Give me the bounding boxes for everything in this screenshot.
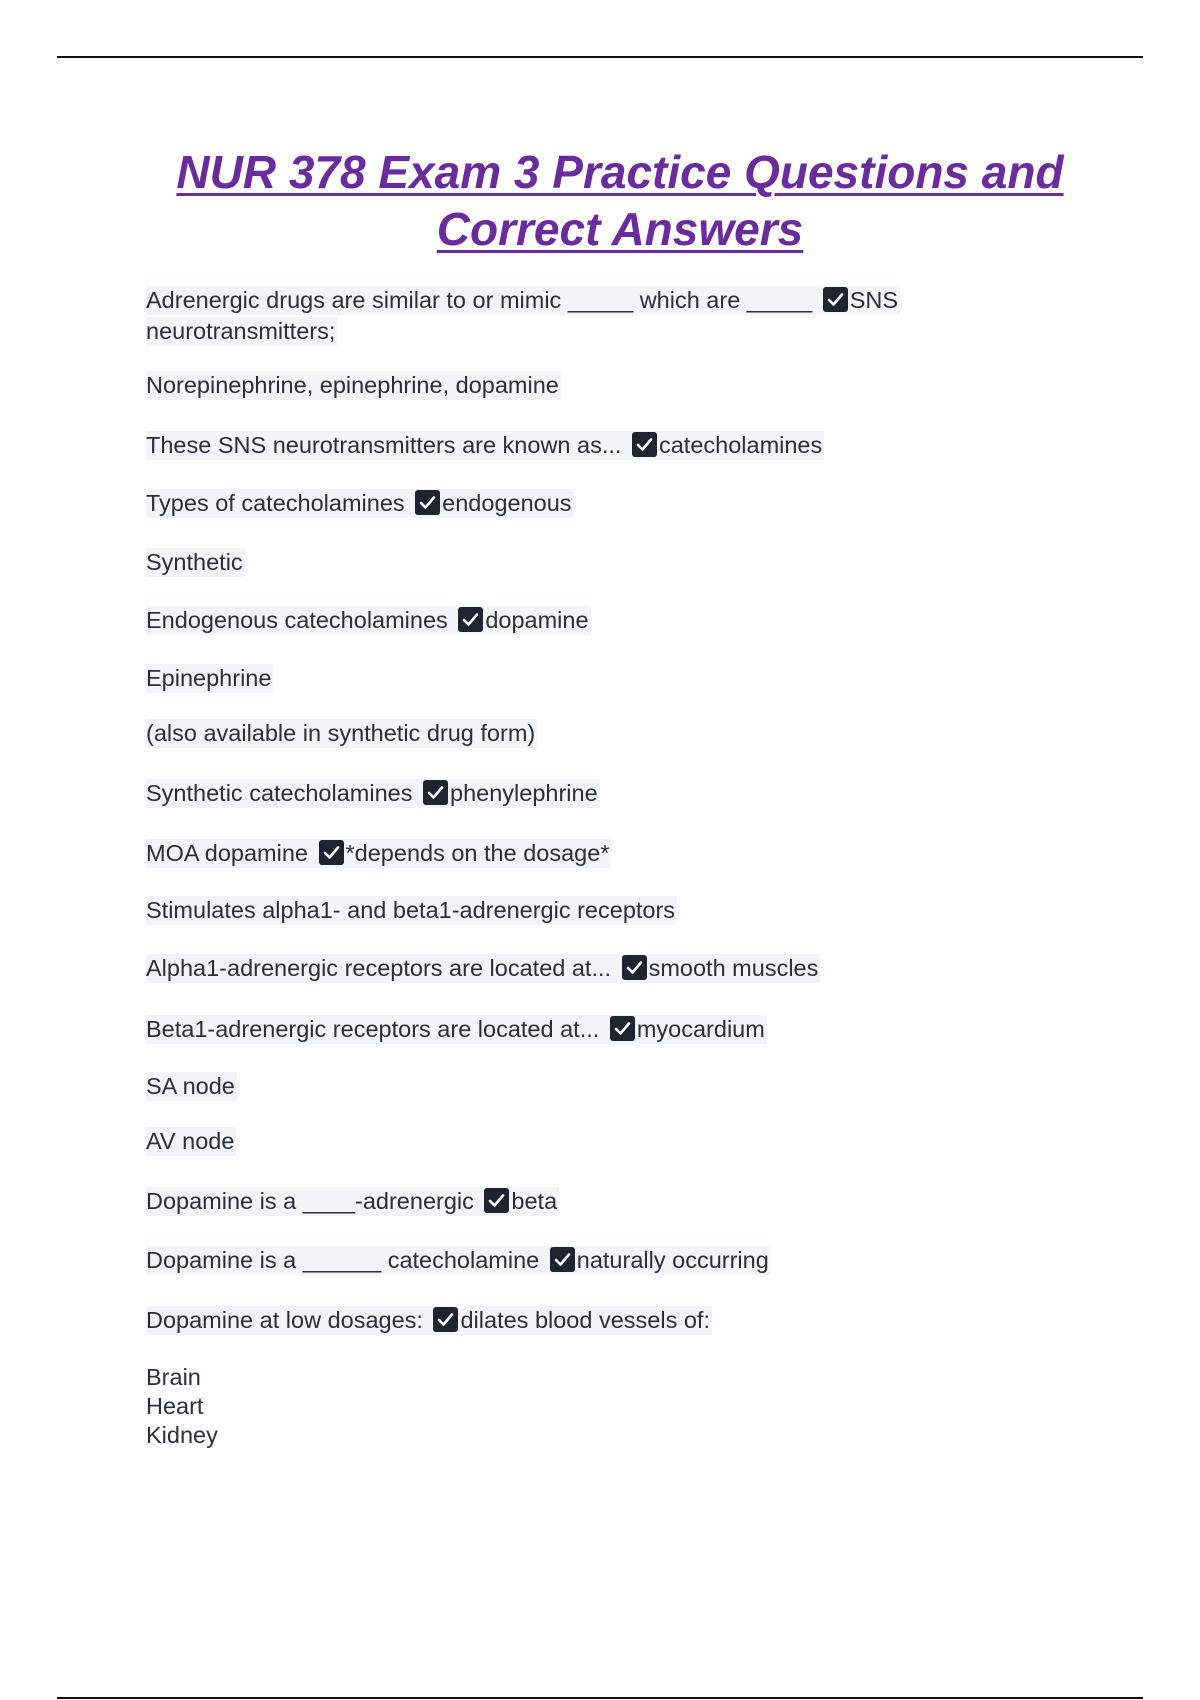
answer-text: beta xyxy=(511,1188,558,1214)
qa-item-4 xyxy=(146,606,591,635)
qa-item-1-continuation xyxy=(146,317,337,346)
check-box-icon xyxy=(458,607,483,632)
qa-line-4 xyxy=(146,719,537,748)
qa-line-6 xyxy=(146,1072,237,1101)
answer-text: endogenous xyxy=(442,490,572,516)
qa-item-3 xyxy=(146,489,574,518)
check-box-icon xyxy=(423,780,448,805)
answer-text: catecholamines xyxy=(658,432,823,458)
answer-continuation: neurotransmitters; xyxy=(146,318,336,344)
qa-item-10 xyxy=(146,1246,771,1275)
check-box-icon xyxy=(823,287,848,312)
answer-text: naturally occurring xyxy=(576,1247,769,1273)
question-text: Beta1-adrenergic receptors are located at... xyxy=(146,1016,600,1042)
qa-item-5 xyxy=(146,779,600,808)
qa-line-3 xyxy=(146,664,273,693)
answer-text: SA node xyxy=(146,1073,235,1099)
title-line-1: NUR 378 Exam 3 Practice Questions and xyxy=(176,146,1064,198)
answer-text: Epinephrine xyxy=(146,665,272,691)
qa-line-2 xyxy=(146,548,245,577)
qa-item-11 xyxy=(146,1306,712,1335)
check-box-icon xyxy=(610,1016,635,1041)
question-text: MOA dopamine xyxy=(146,840,308,866)
answer-text: (also available in synthetic drug form) xyxy=(146,720,536,746)
answer-text: phenylephrine xyxy=(450,780,598,806)
check-box-icon xyxy=(415,490,440,515)
check-box-icon xyxy=(433,1307,458,1332)
answer-text: dopamine xyxy=(485,607,589,633)
answer-text: Stimulates alpha1- and beta1-adrenergic receptors xyxy=(146,897,676,923)
qa-item-9 xyxy=(146,1187,559,1216)
question-text: Alpha1-adrenergic receptors are located at... xyxy=(146,955,612,981)
check-box-icon xyxy=(550,1247,575,1272)
check-box-icon xyxy=(632,432,657,457)
answer-text: *depends on the dosage* xyxy=(345,840,610,866)
answer-text: Synthetic xyxy=(146,549,243,575)
question-text: Adrenergic drugs are similar to or mimic _____ which are _____ xyxy=(146,287,813,313)
list-item: Brain xyxy=(146,1364,201,1390)
document-title xyxy=(140,144,1100,258)
qa-item-7 xyxy=(146,954,820,983)
check-box-icon xyxy=(622,955,647,980)
answer-text: AV node xyxy=(146,1128,235,1154)
answer-text: Norepinephrine, epinephrine, dopamine xyxy=(146,372,559,398)
qa-item-1 xyxy=(146,286,900,315)
question-text: Endogenous catecholamines xyxy=(146,607,448,633)
title-line-2: Correct Answers xyxy=(436,203,804,255)
qa-item-8 xyxy=(146,1015,767,1044)
answer-text: smooth muscles xyxy=(648,955,819,981)
top-rule xyxy=(57,56,1143,58)
answer-text: dilates blood vessels of: xyxy=(460,1307,710,1333)
question-text: Dopamine is a ______ catecholamine xyxy=(146,1247,540,1273)
organ-list xyxy=(146,1363,218,1450)
list-item: Kidney xyxy=(146,1422,218,1448)
question-text: Dopamine at low dosages: xyxy=(146,1307,423,1333)
answer-text: SNS xyxy=(849,287,899,313)
qa-item-2 xyxy=(146,431,824,460)
qa-line-5 xyxy=(146,896,677,925)
question-text: These SNS neurotransmitters are known as... xyxy=(146,432,622,458)
bottom-rule xyxy=(57,1697,1143,1699)
question-text: Dopamine is a ____-adrenergic xyxy=(146,1188,474,1214)
qa-line-1 xyxy=(146,371,561,400)
question-text: Synthetic catecholamines xyxy=(146,780,413,806)
qa-line-7 xyxy=(146,1127,236,1156)
qa-item-6 xyxy=(146,839,611,868)
answer-text: myocardium xyxy=(636,1016,765,1042)
check-box-icon xyxy=(319,840,344,865)
question-text: Types of catecholamines xyxy=(146,490,405,516)
check-box-icon xyxy=(484,1188,509,1213)
list-item: Heart xyxy=(146,1393,204,1419)
